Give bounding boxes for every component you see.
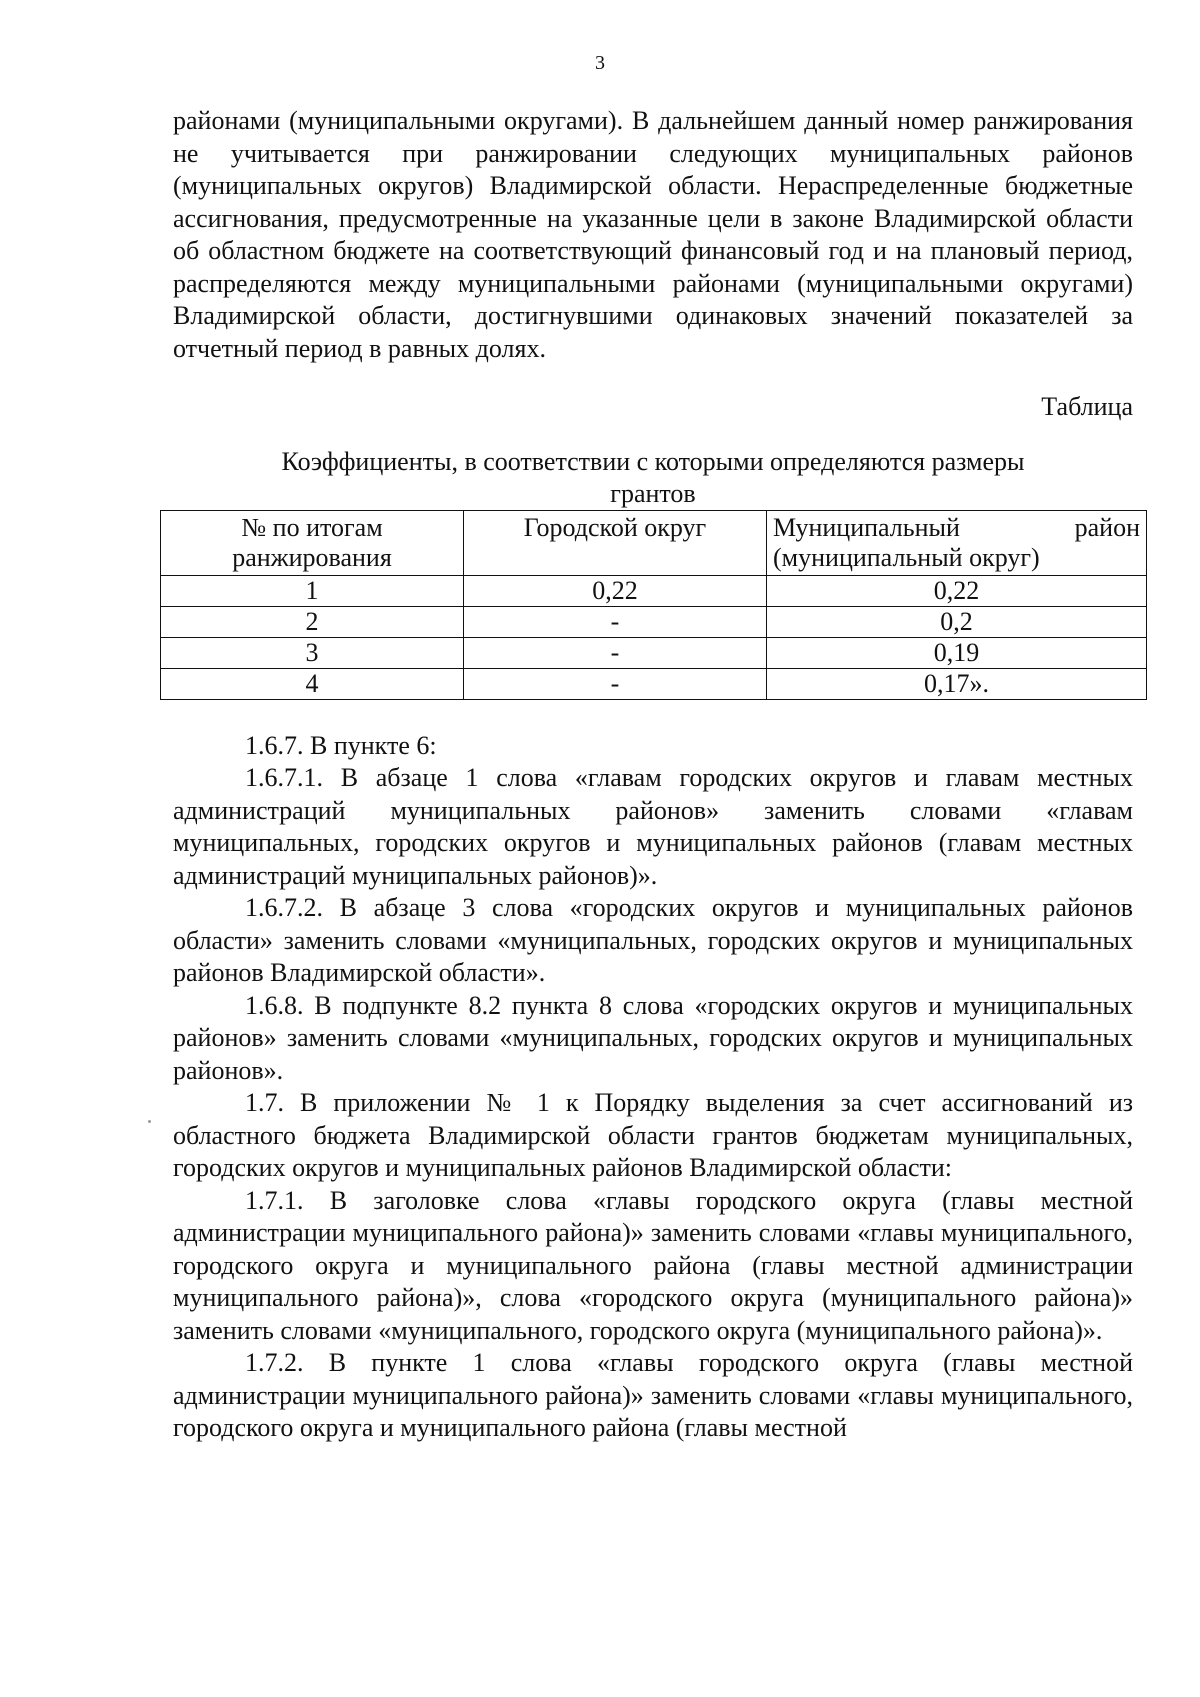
paragraph-1-6-7-1: 1.6.7.1. В абзаце 1 слова «главам городских округов и главам местных администраций муниципальных районов» заменить словами «главам муниципальных, городских округов и муниципальных районов (главам местных администраций муниципальных районов)». bbox=[173, 763, 1133, 890]
paragraph-continuation: районами (муниципальными округами). В дальнейшем данный номер ранжирования не учитывается при ранжировании следующих муниципальных районов (муниципальных округов) Владимирской области. Нераспределенные бюджетные ассигнования, предусмотренные на указанные цели в законе Владимирской области об областном бюджете на соответствующий финансовый год и на плановый период, распределяются между муниципальными районами (муниципальными округами) Владимирской области, достигнувшими одинаковых значений показателей за отчетный период в равных долях. bbox=[173, 106, 1133, 363]
table-header-row bbox=[161, 510, 1147, 575]
table-row bbox=[161, 637, 1147, 668]
cell-municipal: 0,22 bbox=[767, 575, 1147, 606]
cell-city: 0,22 bbox=[464, 575, 767, 606]
paragraph-1-7-2: 1.7.2. В пункте 1 слова «главы городского округа (главы местной администрации муниципального района)» заменить словами «главы муниципального, городского округа и муниципального района (главы местной bbox=[173, 1348, 1133, 1442]
header-city-district: Городской округ bbox=[464, 510, 767, 575]
header-rank: № по итогам ранжирования bbox=[161, 510, 464, 575]
cell-municipal: 0,2 bbox=[767, 606, 1147, 637]
cell-municipal: 0,17». bbox=[767, 668, 1147, 699]
cell-rank: 3 bbox=[161, 637, 464, 668]
cell-city: - bbox=[464, 668, 767, 699]
page-number: 3 bbox=[595, 52, 605, 74]
table-label: Таблица bbox=[1041, 392, 1133, 421]
cell-rank: 4 bbox=[161, 668, 464, 699]
table-caption: Коэффициенты, в соответствии с которыми определяются размеры грантов bbox=[281, 446, 1025, 508]
paragraph-1-6-8: 1.6.8. В подпункте 8.2 пункта 8 слова «городских округов и муниципальных районов» заменить словами «муниципальных, городских округов и муниципальных районов». bbox=[173, 990, 1133, 1085]
cell-municipal: 0,19 bbox=[767, 637, 1147, 668]
document-body bbox=[173, 105, 1140, 1445]
paragraph-1-6-7-2: 1.6.7.2. В абзаце 3 слова «городских округов и муниципальных районов области» заменить словами «муниципальных, городских округов и муниципальных районов Владимирской области». bbox=[173, 893, 1133, 987]
grants-coefficients-table bbox=[160, 510, 1147, 700]
header-municipal-district: Муниципальный район (муниципальный округ) bbox=[767, 510, 1147, 575]
table-row bbox=[161, 575, 1147, 606]
table-row bbox=[161, 668, 1147, 699]
cell-city: - bbox=[464, 637, 767, 668]
paragraph-1-6-7: 1.6.7. В пункте 6: bbox=[245, 730, 437, 760]
cell-rank: 1 bbox=[161, 575, 464, 606]
paragraph-1-7: 1.7. В приложении № 1 к Порядку выделения за счет ассигнований из областного бюджета Владимирской области грантов бюджетам муниципальных, городских округов и муниципальных районов Владимирской области: bbox=[173, 1088, 1133, 1182]
paragraph-1-7-1: 1.7.1. В заголовке слова «главы городского округа (главы местной администрации муниципального района)» заменить словами «главы муниципального, городского округа и муниципального района (главы местной администрации муниципального района)», слова «городского округа (муниципального района)» заменить словами «муниципального, городского округа (муниципального района)». bbox=[173, 1185, 1133, 1345]
cell-city: - bbox=[464, 606, 767, 637]
scan-speck bbox=[148, 1120, 151, 1123]
cell-rank: 2 bbox=[161, 606, 464, 637]
table-row bbox=[161, 606, 1147, 637]
amendments-section bbox=[173, 730, 1133, 1445]
